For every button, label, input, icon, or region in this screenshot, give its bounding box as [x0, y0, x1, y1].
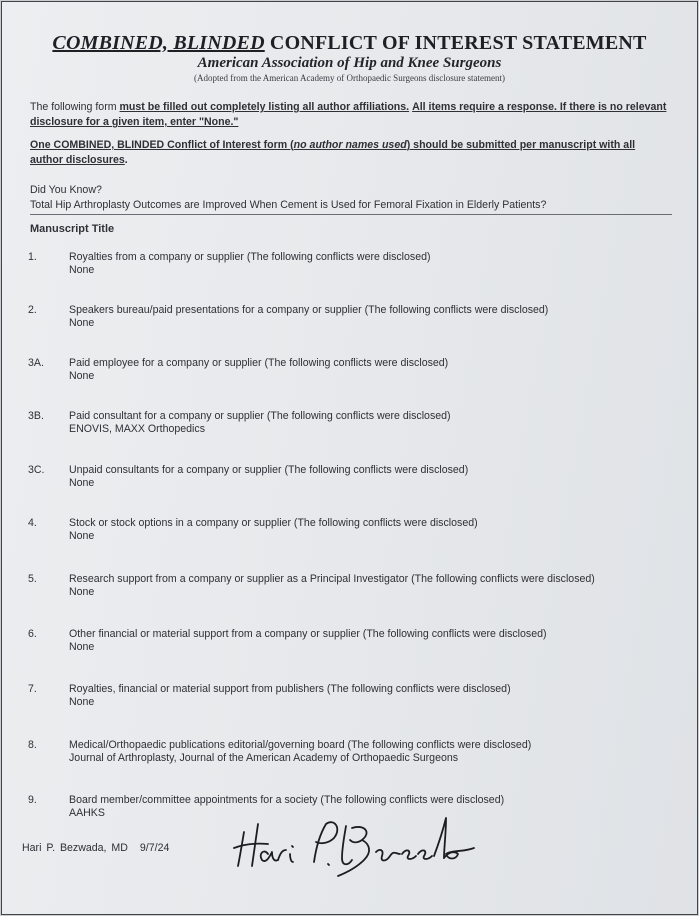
instr1-emphasis: must be filled out completely listing all author affiliations. [119, 101, 410, 113]
item-question: Stock or stock options in a company or supplier (The following conflicts were disclosed) [69, 517, 478, 529]
item-number: 6. [28, 628, 37, 640]
did-you-know-block [30, 183, 670, 213]
item-answer: None [69, 317, 95, 329]
item-number: 2. [28, 304, 37, 316]
handwritten-signature [230, 810, 480, 880]
adopted-note: (Adopted from the American Academy of Orthopaedic Surgeons disclosure statement) [194, 73, 505, 83]
item-number: 8. [28, 739, 37, 751]
item-question: Other financial or material support from a company or supplier (The following conflicts were disclosed) [69, 628, 547, 640]
form-title [2, 32, 697, 55]
item-number: 7. [28, 683, 37, 695]
instr2-period: . [124, 154, 128, 166]
instructions-paragraph-1 [30, 100, 670, 130]
did-you-know-label: Did You Know? [30, 184, 102, 196]
item-number: 4. [28, 517, 37, 529]
author-name: Hari P. Bezwada, MD [22, 842, 128, 854]
item-answer: None [69, 586, 95, 598]
item-answer: Journal of Arthroplasty, Journal of the American Academy of Orthopaedic Surgeons [69, 752, 459, 764]
item-question: Paid consultant for a company or supplier (The following conflicts were disclosed) [69, 410, 451, 422]
item-number: 5. [28, 573, 37, 585]
item-question: Speakers bureau/paid presentations for a company or supplier (The following conflicts were disclosed) [69, 304, 549, 316]
item-number: 9. [28, 794, 37, 806]
footer-signoff [22, 842, 169, 854]
item-question: Board member/committee appointments for a society (The following conflicts were disclosed) [69, 794, 505, 806]
instr2-text-c: ) should be submitted per manuscript with all author disclosures [30, 139, 636, 166]
item-answer: None [69, 264, 95, 276]
item-question: Research support from a company or supplier as a Principal Investigator (The following conflicts were disclosed) [69, 573, 595, 585]
divider-line [30, 214, 672, 215]
item-number: 3C. [28, 464, 45, 476]
item-question: Royalties from a company or supplier (The following conflicts were disclosed) [69, 251, 431, 263]
instr2-text-a: One COMBINED, BLINDED Conflict of Interest form ( [30, 139, 294, 151]
item-answer: None [69, 477, 95, 489]
item-answer: None [69, 530, 95, 542]
form-title-emphasis: COMBINED, BLINDED [52, 32, 265, 54]
sign-date: 9/7/24 [139, 842, 170, 854]
item-number: 3A. [28, 357, 44, 369]
disclosure-form-page [1, 1, 698, 915]
organization-name: American Association of Hip and Knee Surgeons [197, 55, 502, 71]
instr1-requirement: All items require a response. If there is no relevant disclosure for a given item, enter "None." [30, 101, 667, 128]
item-answer: None [69, 696, 95, 708]
item-answer: ENOVIS, MAXX Orthopedics [69, 423, 206, 435]
form-title-rest: CONFLICT OF INTEREST STATEMENT [264, 32, 647, 54]
item-question: Paid employee for a company or supplier (The following conflicts were disclosed) [69, 357, 449, 369]
item-number: 3B. [28, 410, 44, 422]
instructions-paragraph-2 [30, 138, 670, 168]
item-question: Unpaid consultants for a company or supplier (The following conflicts were disclosed) [69, 464, 469, 476]
item-question: Royalties, financial or material support from publishers (The following conflicts were disclosed) [69, 683, 511, 695]
instr2-italic: no author names used [293, 139, 407, 151]
did-you-know-text: Total Hip Arthroplasty Outcomes are Improved When Cement is Used for Femoral Fixation in Elderly Patients? [30, 199, 547, 211]
item-question: Medical/Orthopaedic publications editorial/governing board (The following conflicts were disclosed) [69, 739, 532, 751]
item-answer: None [69, 641, 95, 653]
item-answer: AAHKS [69, 807, 105, 819]
item-number: 1. [28, 251, 37, 263]
instr1-text: The following form [30, 101, 120, 113]
manuscript-title-label: Manuscript Title [30, 223, 115, 235]
item-answer: None [69, 370, 95, 382]
